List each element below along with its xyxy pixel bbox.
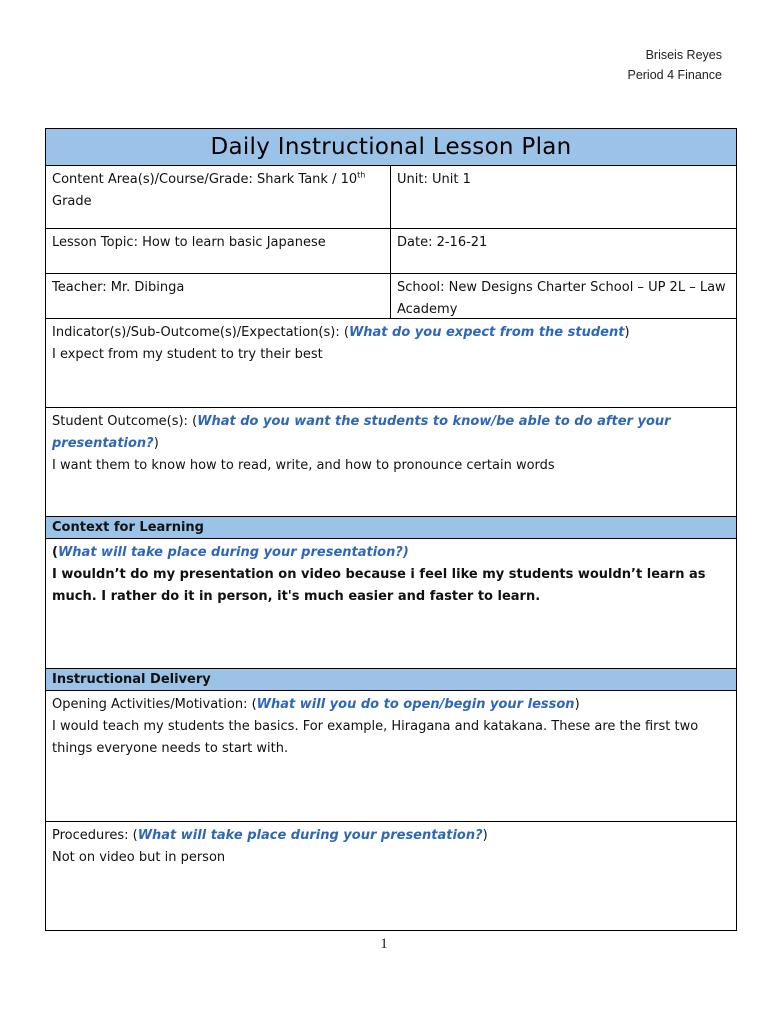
- opening-label: Opening Activities/Motivation: (: [52, 697, 257, 712]
- context-heading: Context for Learning: [46, 516, 736, 538]
- date-cell: [391, 229, 736, 273]
- indicator-answer: I expect from my student to try their best: [52, 347, 323, 362]
- context-section: [46, 538, 736, 668]
- outcome-question: [52, 411, 730, 455]
- opening-answer: I would teach my students the basics. For example, Hiragana and katakana. These are the first two things everyone needs to start with.: [52, 719, 699, 756]
- opening-question: [52, 694, 730, 716]
- unit-text: Unit: Unit 1: [397, 172, 471, 187]
- procedures-answer: Not on video but in person: [52, 850, 226, 865]
- context-open: (: [52, 545, 58, 560]
- outcome-prompt: What do you want the students to know/be able to do after your presentation?: [52, 414, 671, 451]
- indicator-section: [46, 318, 736, 407]
- opening-close: ): [574, 697, 580, 712]
- procedures-section: [46, 821, 736, 930]
- context-question: [52, 542, 730, 564]
- procedures-question: [52, 825, 730, 847]
- grade-ordinal: th: [357, 170, 366, 180]
- context-answer: I wouldn’t do my presentation on video because i feel like my students wouldn’t learn as much. I rather do it in person, it's much easier and faster to learn.: [52, 567, 706, 604]
- context-prompt: What will take place during your presentation?): [57, 545, 409, 560]
- outcome-answer: I want them to know how to read, write, and how to pronounce certain words: [52, 458, 555, 473]
- school-text: School: New Designs Charter School – UP 2L – Law Academy: [397, 280, 726, 317]
- procedures-close: ): [482, 828, 488, 843]
- unit-cell: [391, 166, 736, 228]
- indicator-prompt: What do you expect from the student: [348, 325, 625, 340]
- teacher-text: Teacher: Mr. Dibinga: [52, 280, 185, 295]
- row-topic-date: [46, 228, 736, 273]
- content-area-cell: [46, 166, 391, 228]
- date-text: Date: 2-16-21: [397, 235, 488, 250]
- outcome-close: ): [153, 436, 159, 451]
- class-period: Period 4 Finance: [627, 68, 722, 82]
- teacher-cell: [46, 274, 391, 318]
- procedures-label: Procedures: (: [52, 828, 138, 843]
- procedures-prompt: What will take place during your presentation?: [137, 828, 483, 843]
- delivery-heading: Instructional Delivery: [46, 668, 736, 690]
- row-content-unit: [46, 165, 736, 228]
- author-name: Briseis Reyes: [645, 48, 722, 62]
- page-number: 1: [380, 936, 388, 952]
- indicator-question: [52, 322, 730, 344]
- lesson-topic-text: Lesson Topic: How to learn basic Japanese: [52, 235, 326, 250]
- indicator-label: Indicator(s)/Sub-Outcome(s)/Expectation(s): (: [52, 325, 349, 340]
- opening-prompt: What will you do to open/begin your lesson: [256, 697, 575, 712]
- lesson-topic-cell: [46, 229, 391, 273]
- school-cell: [391, 274, 736, 318]
- lesson-plan-table: [45, 128, 737, 931]
- indicator-close: ): [624, 325, 630, 340]
- row-teacher-school: [46, 273, 736, 318]
- opening-section: [46, 690, 736, 821]
- outcome-label: Student Outcome(s): (: [52, 414, 198, 429]
- content-area-grade: Grade: [52, 194, 92, 209]
- page-header: [627, 45, 722, 85]
- content-area-text: Content Area(s)/Course/Grade: Shark Tank / 10: [52, 172, 358, 187]
- student-outcome-section: [46, 407, 736, 516]
- plan-title: Daily Instructional Lesson Plan: [46, 129, 736, 165]
